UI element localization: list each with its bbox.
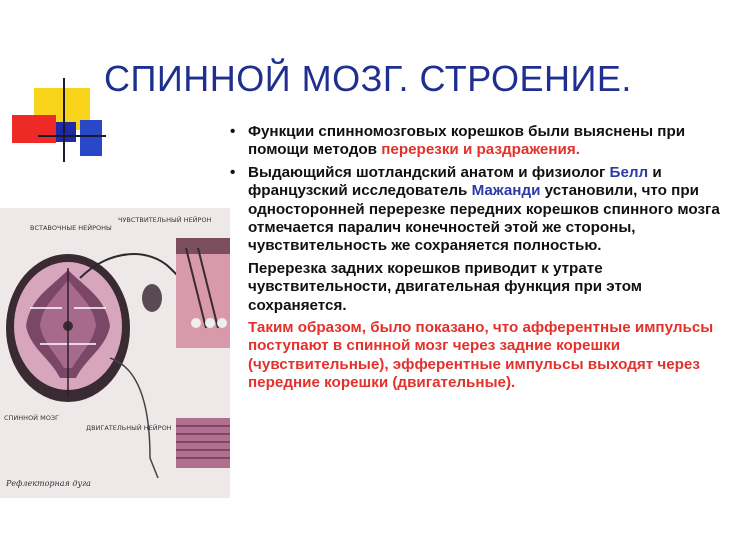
label-sensory-neuron: ЧУВСТВИТЕЛЬНЫЙ НЕЙРОН [118,216,212,224]
name-magendie: Мажанди [471,182,541,200]
conclusion-paragraph: Таким образом, было показано, что афферентные импульсы поступают в спинной мозг через задние корешки (чувствительные), эфферентные импульсы выходят через передние корешки (двигательные). [248,319,714,392]
skin-section [176,238,230,348]
label-interneurons: ВСТАВОЧНЫЕ НЕЙРОНЫ [30,224,112,232]
spinal-cord-section [6,254,130,402]
spinal-ganglion [142,284,162,312]
paragraph-3: Перерезка задних корешков приводит к утрате чувствительности, двигательная функция при этом сохраняется. [248,259,643,314]
decor-blue-square [56,122,76,142]
label-spinal-cord: СПИННОЙ МОЗГ [4,414,59,422]
figure-caption: Рефлекторная дуга [6,479,91,488]
bullet-2-part3: установили, что при односторонней перерезке передних корешков спинного мозга отмечается паралич конечностей этой же стороны, чувствительность же сохраняется полностью. [248,182,720,255]
decor-red-square [12,115,56,143]
bullet-2-part1: Выдающийся шотландский анатом и физиолог [248,163,610,181]
decor-horizontal-line [38,135,106,137]
decor-blue-rect [80,120,102,156]
label-motor-neuron: ДВИГАТЕЛЬНЫЙ НЕЙРОН [86,424,172,432]
muscle-section [176,418,230,468]
bullet-2-part2: и французский исследователь [248,163,662,200]
bullet-1-highlight: перерезки и раздражения. [381,141,580,159]
name-bell: Белл [609,163,649,181]
bullet-1-text: Функции спинномозговых корешков были выяснены при помощи методов [248,123,686,159]
slide-title: СПИННОЙ МОЗГ. СТРОЕНИЕ. [104,58,632,99]
slide-body [223,123,723,397]
decor-vertical-line [63,78,65,162]
bullet-2 [223,164,723,256]
bullet-1 [223,123,723,160]
reflex-arc-figure [0,208,230,498]
